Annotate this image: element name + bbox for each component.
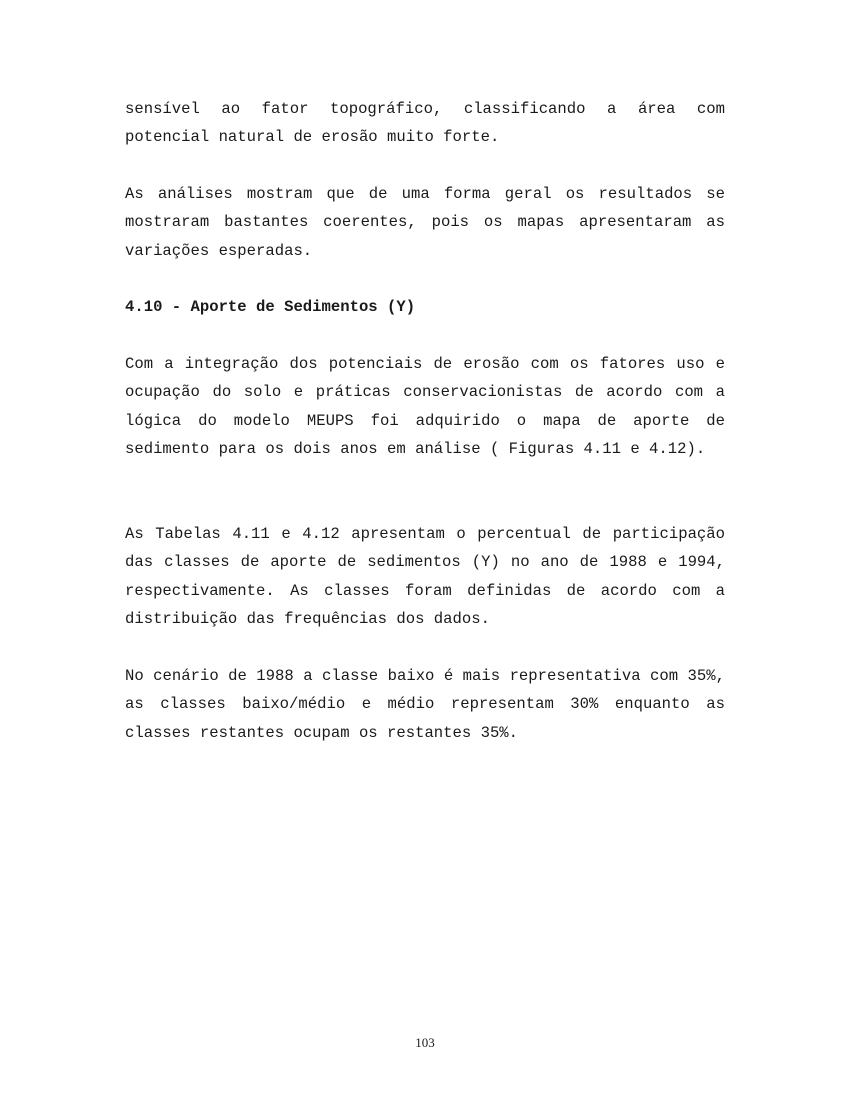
section-heading: 4.10 - Aporte de Sedimentos (Y)	[125, 298, 416, 316]
page-number: 103	[415, 1035, 435, 1050]
paragraph-scenario-1988: No cenário de 1988 a classe baixo é mais representativa com 35%, as classes baixo/médio e médio representam 30% enquanto as classes restantes ocupam os restantes 35%.	[125, 667, 725, 742]
paragraph-continuation: sensível ao fator topográfico, classificando a área com potencial natural de erosão muito forte.	[125, 100, 725, 147]
paragraph-integration: Com a integração dos potenciais de erosão com os fatores uso e ocupação do solo e práticas conservacionistas de acordo com a lógica do modelo MEUPS foi adquirido o mapa de aporte de sedimento para os dois anos em análise ( Figuras 4.11 e 4.12).	[125, 355, 725, 458]
paragraph-tables: As Tabelas 4.11 e 4.12 apresentam o percentual de participação das classes de aporte de sedimentos (Y) no ano de 1988 e 1994, respectivamente. As classes foram definidas de acordo com a distribuição das frequências dos dados.	[125, 525, 725, 628]
paragraph-analysis: As análises mostram que de uma forma geral os resultados se mostraram bastantes coerentes, pois os mapas apresentaram as variações esperadas.	[125, 185, 725, 260]
